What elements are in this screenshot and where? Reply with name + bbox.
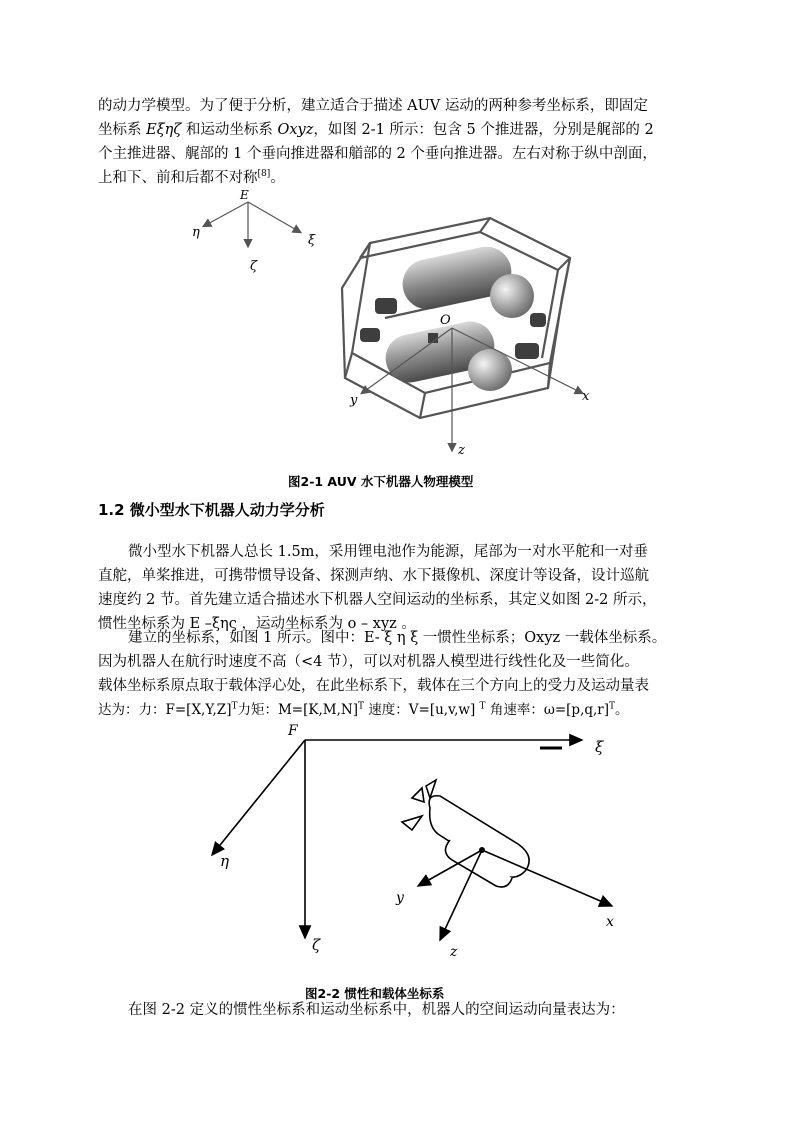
velocity-text: 速度：V=[u,v,w] (363, 702, 480, 718)
para3-line-3: 载体坐标系原点取于载体浮心处，在此坐标系下，载体在三个方向上的受力及运动量表 (98, 678, 649, 694)
vehicle-outline (402, 780, 529, 887)
label-zeta-2: ζ (312, 936, 321, 954)
coordinate-system-paragraph (98, 626, 706, 722)
label-y-2: y (396, 890, 404, 906)
label-x-2: x (606, 914, 614, 930)
intro-line-4-end: 。 (270, 170, 285, 186)
label-xi-2: ξ (595, 738, 604, 756)
label-x: x (582, 389, 590, 404)
label-E: E (240, 188, 249, 202)
intro-line-3: 个主推进器、艉部的 1 个垂向推进器和艏部的 2 个垂向推进器。左右对称于纵中剖面， (98, 146, 657, 162)
fixed-frame-axes (192, 188, 316, 274)
moment-transpose: T (357, 701, 364, 712)
intro-line-4 (98, 166, 706, 190)
body-frame-axes-2 (418, 850, 612, 940)
intro-line-2-text-b: 和运动坐标系 (181, 122, 278, 138)
label-z: z (458, 443, 465, 458)
intro-paragraph (98, 94, 706, 190)
label-z-2: z (450, 944, 458, 960)
label-eta-2: η (220, 852, 229, 870)
citation-ref: [8] (257, 169, 271, 180)
label-F: F (288, 723, 298, 739)
auv-description-paragraph (98, 540, 706, 636)
intro-line-2-text-c: ，如图 2-1 所示：包含 5 个推进器，分别是艉部的 2 (313, 122, 654, 138)
para3-line-1: 建立的坐标系，如图 1 所示。图中：E- ξ η ξ 一惯性坐标系；Oxyz 一载体坐标系。 (128, 630, 667, 646)
para2-line-4: 惯性坐标系为 E –ξης ，运动坐标系为 ο – xyz 。 (98, 616, 416, 632)
angular-rate-text: 角速率：ω=[p,q,r] (485, 702, 610, 718)
angular-rate-transpose: T (609, 701, 616, 712)
auv-upper-hull (398, 242, 534, 318)
intro-line-4-text: 上和下、前和后都不对称 (98, 170, 258, 186)
figure-inertial-body-frames (190, 718, 650, 966)
section-heading: 1.2 微小型水下机器人动力学分析 (98, 501, 325, 519)
para2-line-1: 微小型水下机器人总长 1.5m，采用锂电池作为能源，尾部为一对水平舵和一对垂 (128, 544, 648, 560)
force-transpose: T (231, 701, 238, 712)
para3-line-4-end: 。 (615, 702, 629, 718)
label-zeta: ζ (250, 259, 258, 274)
buoyancy-center-point (479, 847, 485, 853)
label-xi: ξ (308, 233, 316, 248)
figure-1-caption: 图2-1 AUV 水下机器人物理模型 (288, 474, 474, 489)
intro-line-2-text-a: 坐标系 (98, 122, 147, 138)
para4-line-1: 在图 2-2 定义的惯性坐标系和运动坐标系中，机器人的空间运动向量表达为： (128, 1002, 625, 1018)
intro-line-2 (98, 118, 706, 142)
force-text: 达为：力：F=[X,Y,Z] (98, 702, 232, 718)
para3-line-2: 因为机器人在航行时速度不高（<4 节），可以对机器人模型进行线性化及一些简化。 (98, 654, 639, 670)
label-y: y (350, 393, 358, 408)
auv-lower-hull (381, 317, 512, 391)
para2-line-3: 速度约 2 节。首先建立适合描述水下机器人空间运动的坐标系，其定义如图 2-2 所示， (98, 592, 657, 608)
moving-frame-symbol: Oxyz (277, 122, 314, 138)
motion-vector-paragraph (98, 998, 706, 1022)
inertial-frame-axes (212, 740, 582, 938)
figure-2-caption: 图2-2 惯性和载体坐标系 (305, 986, 445, 1001)
label-O: O (440, 313, 451, 328)
moment-text: 力矩：M=[K,M,N] (237, 702, 358, 718)
intro-line-1: 的动力学模型。为了便于分析，建立适合于描述 AUV 运动的两种参考坐标系，即固定 (98, 98, 648, 114)
velocity-transpose: T (479, 701, 486, 712)
figure-auv-physical-model (170, 188, 610, 458)
label-eta: η (192, 225, 200, 240)
para2-line-2: 直舵，单桨推进，可携带惯导设备、探测声纳、水下摄像机、深度计等设备，设计巡航 (98, 568, 649, 584)
fixed-frame-symbol: Eξηζ (146, 122, 182, 138)
